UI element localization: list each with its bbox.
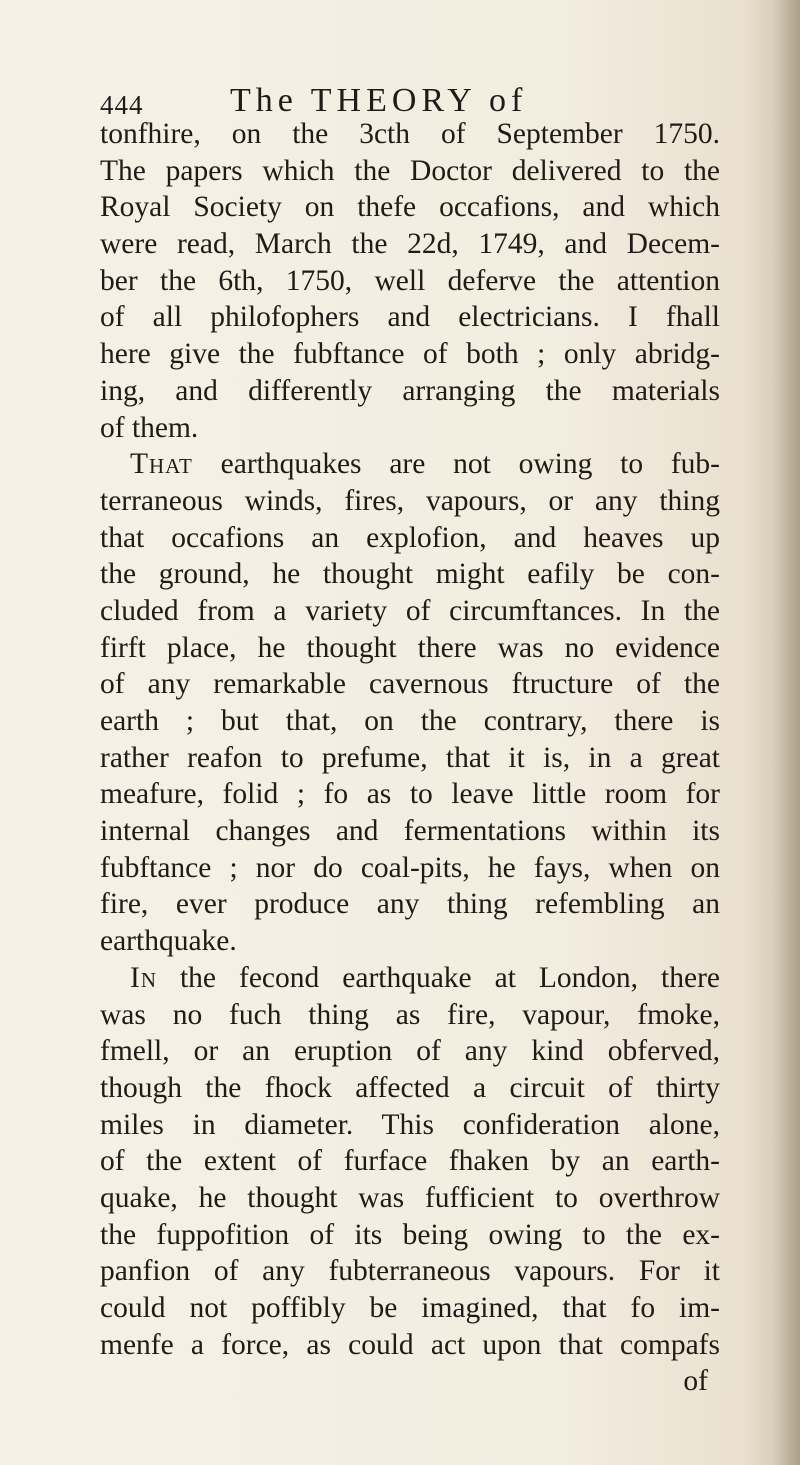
catchword: of: [683, 1365, 708, 1398]
text-line: tonfhire, on the 3cth of September 1750.: [100, 118, 720, 150]
text-line: fire, ever produce any thing refembling an: [100, 888, 720, 921]
text-line: earth ; but that, on the contrary, there is: [100, 705, 720, 737]
text-line: was no fuch thing as fire, vapour, fmoke,: [100, 998, 720, 1031]
text-line: the ground, he thought might eafily be con-: [100, 558, 720, 591]
text-line: quake, he thought was fufficient to overthrow: [100, 1181, 720, 1214]
text-line: fmell, or an eruption of any kind obferved,: [100, 1035, 720, 1068]
text-line: The papers which the Doctor delivered to the: [100, 154, 720, 187]
text-line: of the extent of furface fhaken by an earth-: [100, 1145, 720, 1178]
text-line: that occafions an explofion, and heaves up: [100, 521, 720, 554]
text-line: fubftance ; nor do coal-pits, he fays, when on: [100, 851, 720, 884]
text-line: internal changes and fermentations within its: [100, 815, 720, 848]
text-line: ber the 6th, 1750, well deferve the attention: [100, 264, 720, 297]
paragraph-lead-word: In: [130, 961, 157, 994]
text-line: terraneous winds, fires, vapours, or any thing: [100, 484, 720, 517]
text-line: were read, March the 22d, 1749, and Decem-: [100, 228, 720, 261]
text-line-rest: earthquakes are not owing to fub-: [220, 448, 720, 481]
text-line: rather reafon to prefume, that it is, in a great: [100, 741, 720, 774]
text-line: of all philofophers and electricians. I fhall: [100, 301, 720, 334]
text-line: cluded from a variety of circumftances. In the: [100, 594, 720, 627]
paragraph-lead-word: That: [130, 448, 193, 481]
body-text: [100, 116, 720, 1400]
text-line: the fuppofition of its being owing to the ex-: [100, 1218, 720, 1251]
text-line: Royal Society on thefe occafions, and which: [100, 191, 720, 224]
text-line: panfion of any fubterraneous vapours. For it: [100, 1255, 720, 1288]
spine-shadow: [774, 0, 800, 1465]
text-line: could not poffibly be imagined, that fo im-: [100, 1292, 720, 1324]
text-line-rest: the fecond earthquake at London, there: [179, 961, 720, 994]
text-line: firft place, he thought there was no evidence: [100, 631, 720, 664]
text-line: here give the fubftance of both ; only abridg-: [100, 338, 720, 371]
text-line: ing, and differently arranging the materials: [100, 374, 720, 407]
paragraph-start-line: [100, 960, 720, 997]
text-line: of any remarkable cavernous ftructure of the: [100, 668, 720, 701]
text-line: menfe a force, as could act upon that compafs: [100, 1328, 720, 1361]
paragraph-start-line: [100, 446, 720, 483]
text-line: miles in diameter. This confideration alone,: [100, 1108, 720, 1141]
text-line: earthquake.: [100, 925, 237, 958]
text-line: meafure, folid ; fo as to leave little room for: [100, 778, 720, 811]
text-line: though the fhock affected a circuit of thirty: [100, 1071, 720, 1104]
running-title: The THEORY of: [230, 82, 528, 119]
page-number: 444: [100, 90, 144, 120]
text-line: of them.: [100, 411, 199, 444]
